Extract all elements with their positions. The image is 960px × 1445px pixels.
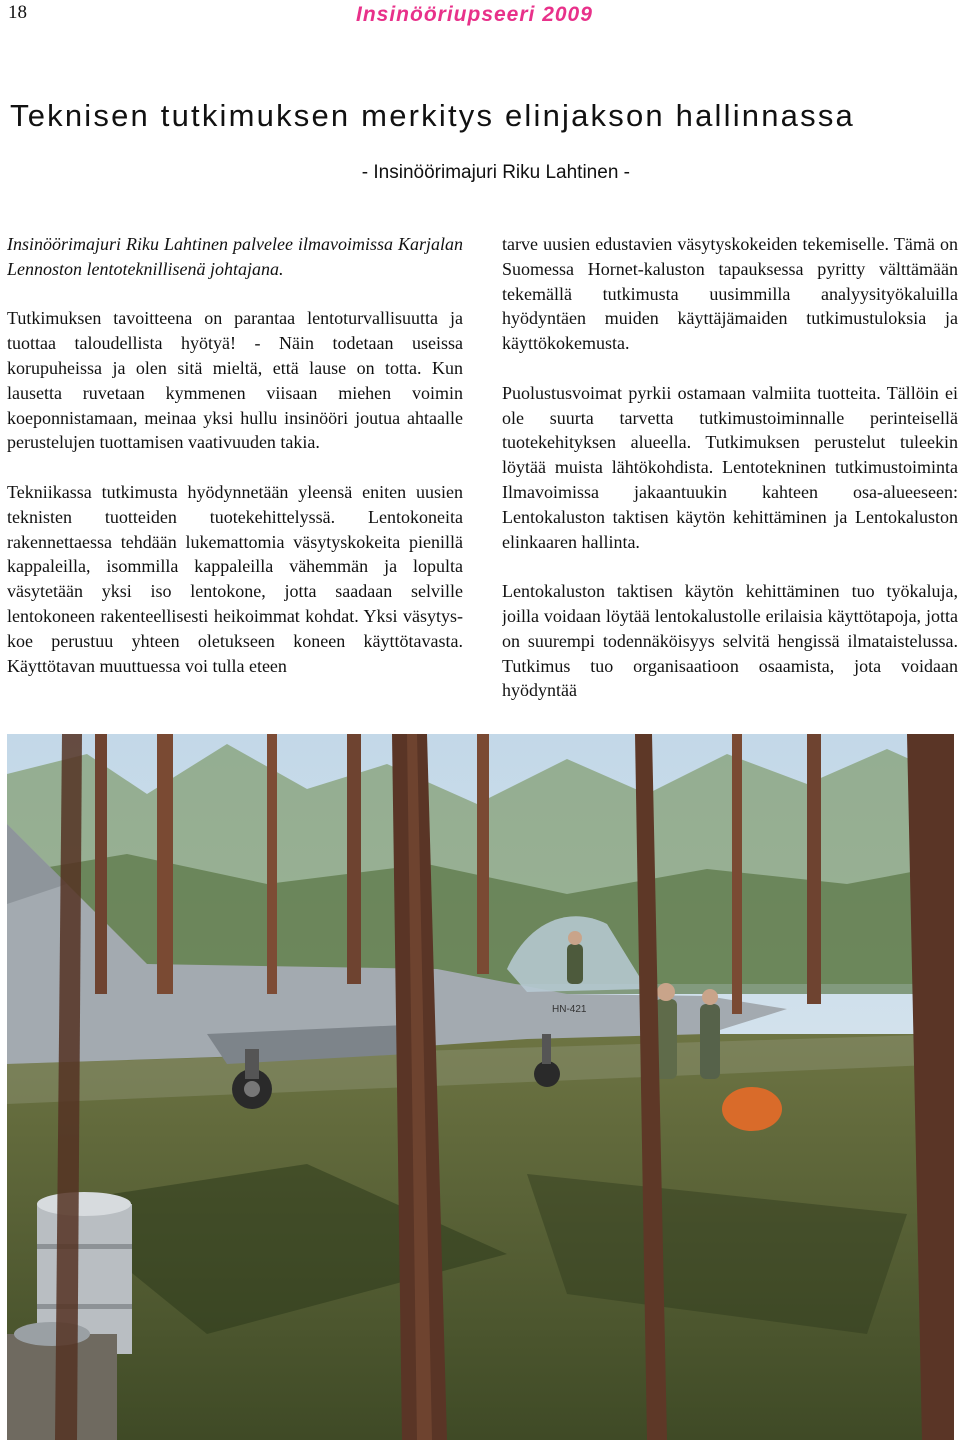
page-number: 18 xyxy=(8,2,27,23)
article-byline: - Insinöörimajuri Riku Lahtinen - xyxy=(361,162,630,183)
body-paragraph: tarve uusien edustavien väsytyskokeiden tekemiselle. Tämä on Suomessa Hornet-kaluston tapauksessa pyritty välttämään tekemällä tutkimusta uusimmilla analyysityökaluilla hyödyntäen muiden käyttäjämaiden tutkimustuloksia ja käyttökokemusta. xyxy=(502,234,958,354)
body-paragraph: Tutkimuksen tavoitteena on parantaa lentoturvallisuutta ja tuottaa taloudellista hyötyä! - Näin todetaan useissa korupuheissa ja olen sitä mieltä, että lause on totta. Kun lausetta ruvetaan kymmenen viisaan miehen voimin koeponnistamaan, meinaa yksi hullu insinööri joutua ahtaalle perustelujen tuottamisen vaativuuden takia. xyxy=(7,308,463,453)
aircraft-marking: HN-421 xyxy=(552,1004,587,1015)
article-photo xyxy=(7,734,954,1440)
orange-container xyxy=(722,1087,782,1131)
left-column xyxy=(7,232,463,732)
article-title: Teknisen tutkimuksen merkitys elinjakson hallinnassa xyxy=(10,98,855,133)
body-paragraph: Tekniikassa tutkimusta hyödynnetään yleensä eniten uusien teknisten tuotteiden tuotekehittelyssä. Lentokoneita rakennettaessa tehdään lukemattomia väsytyskokeita pienillä kappaleilla, isommilla kappaleilla vähemmän ja lopulta väsytetään yksi iso lentokone, jotta saadaan selville lentokoneen rakenteellisesti heikoimmat kohdat. Yksi väsytyskoe perustuu yhteen oletukseen koneen käyttötavasta. Käyttötavan muuttuessa voi tulla eteen xyxy=(7,481,463,676)
magazine-title: Insinööriupseeri 2009 xyxy=(356,3,593,26)
body-paragraph: Puolustusvoimat pyrkii ostamaan valmiita tuotteita. Tällöin ei ole suurta tarvetta tutkimustoiminnalle perinteisellä tuotekehityksen alueella. Tutkimuksen perustelut tuleekin löytää muista lähtökohdista. Lentotekninen tutkimustoiminta Ilmavoimissa jakaantuukin kahteen osa-alueeseen: Lentokaluston taktisen käytön kehittäminen ja Lentokaluston elinkaaren hallinta. xyxy=(502,382,958,552)
body-paragraph: Lentokaluston taktisen käytön kehittäminen tuo työkaluja, joilla voidaan löytää lentokalustolle erilaisia käyttötapoja, jotta on suurempi todennäköisyys selvitä hengissä ilmataistelussa. Tutkimus tuo organisaatioon osaamista, jota voidaan hyödyntää xyxy=(502,581,958,701)
right-column xyxy=(502,232,958,732)
forest-aircraft-photo xyxy=(7,734,954,1440)
intro-paragraph: Insinöörimajuri Riku Lahtinen palvelee ilmavoimissa Karjalan Lennoston lentoteknillisenä johtajana. xyxy=(7,234,463,279)
landing-gear-wheel xyxy=(534,1061,560,1087)
